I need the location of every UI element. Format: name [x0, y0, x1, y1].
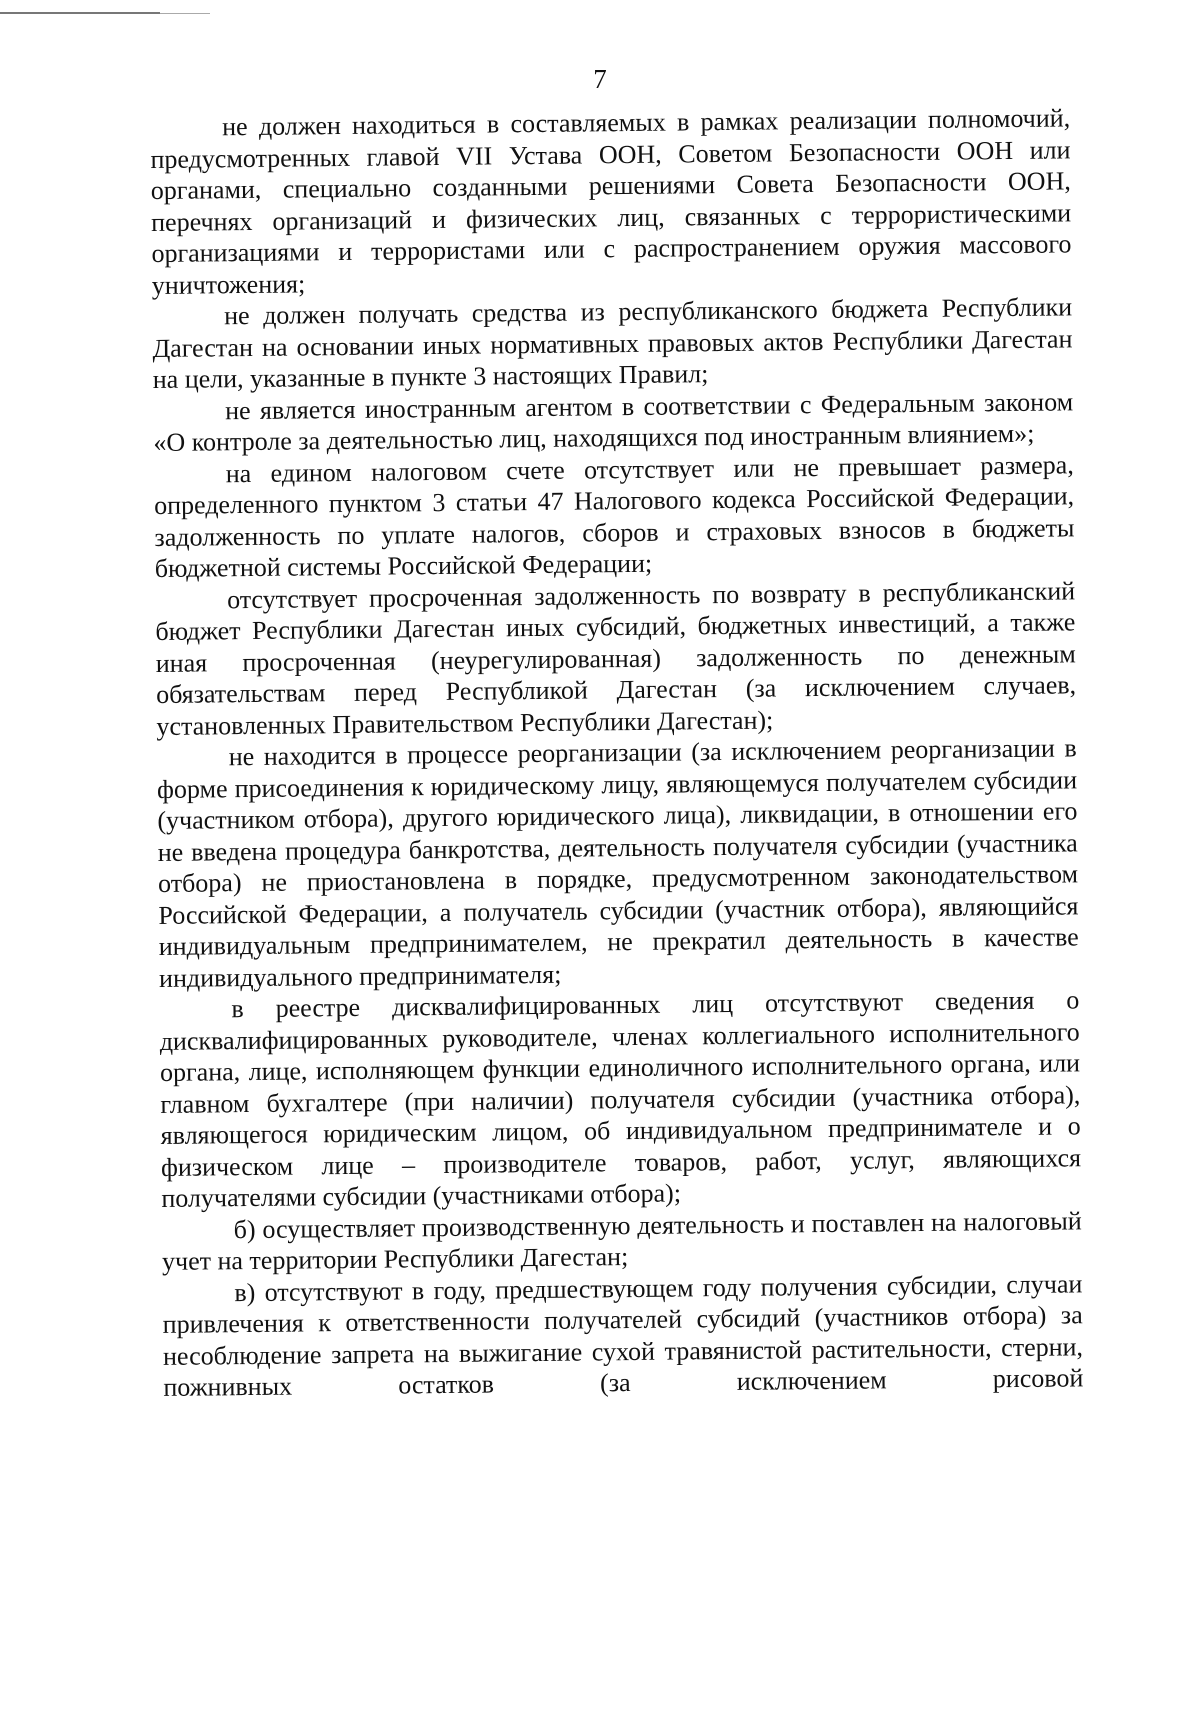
paragraph: в) отсутствуют в году, предшествующем году получения субсидии, случаи привлечения к ответственности получателей субсидий (участников отбора) за несоблюдение запрета на выжигание сухой травянистой растительности, стерни, пожнивных остатков (за исключением рисовой	[162, 1268, 1084, 1402]
paragraph: не находится в процессе реорганизации (за исключением реорганизации в форме присоединения к юридическому лицу, являющемуся получателем субсидии (участником отбора), другого юридического лица), ликвидации, в отношении его не введена процедура банкротства, деятельность получателя субсидии (участника отбора) не приостановлена в порядке, предусмотренном законодательством Российской Федерации, а получатель субсидии (участник отбора), являющийся индивидуальным предпринимателем, не прекратил деятельность в качестве индивидуального предпринимателя;	[156, 733, 1079, 993]
scan-edge-line-faint	[160, 13, 210, 14]
paragraph: не должен получать средства из республиканского бюджета Республики Дагестан на основании иных нормативных правовых актов Республики Дагестан на цели, указанные в пункте 3 настоящих Правил;	[152, 292, 1073, 394]
paragraph: б) осуществляет производственную деятельность и поставлен на налоговый учет на территории Республики Дагестан;	[161, 1205, 1082, 1276]
scan-edge-line	[0, 12, 160, 14]
paragraph: не является иностранным агентом в соответствии с Федеральным законом «О контроле за деятельностью лиц, находящихся под иностранным влиянием»;	[153, 386, 1074, 457]
page-number: 7	[593, 64, 607, 94]
paragraph: отсутствует просроченная задолженность по возврату в республиканский бюджет Республики Дагестан иных субсидий, бюджетных инвестиций, а также иная просроченная (неурегулированная) задолженность по денежным обязательствам перед Республикой Дагестан (за исключением случаев, установленных Правительством Республики Дагестан);	[155, 575, 1077, 741]
paragraph: на едином налоговом счете отсутствует или не превышает размера, определенного пунктом 3 статьи 47 Налогового кодекса Российской Федерации, задолженность по уплате налогов, сборов и страховых взносов в бюджеты бюджетной системы Российской Федерации;	[153, 449, 1075, 583]
document-body	[150, 102, 1083, 1403]
paragraph: не должен находиться в составляемых в рамках реализации полномочий, предусмотренных главой VII Устава ООН, Советом Безопасности ООН или органами, специально созданными решениями Совета Безопасности ООН, перечнях организаций и физических лиц, связанных с террористическими организациями и террористами или с распространением оружия массового уничтожения;	[150, 103, 1072, 300]
paragraph: в реестре дисквалифицированных лиц отсутствуют сведения о дисквалифицированных руководителе, членах коллегиального исполнительного органа, лице, исполняющем функции единоличного исполнительного органа, или главном бухгалтере (при наличии) получателя субсидии (участника отбора), являющегося юридическим лицом, об индивидуальном предпринимателе и о физическом лице – производителе товаров, работ, услуг, являющихся получателями субсидии (участниками отбора);	[159, 985, 1082, 1213]
